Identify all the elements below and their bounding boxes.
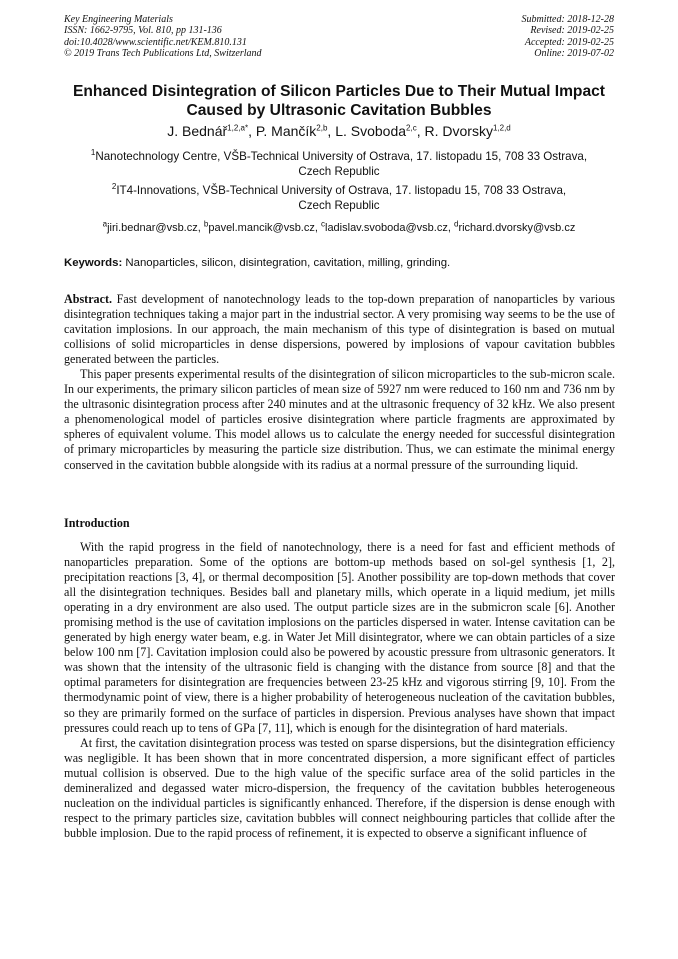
author-affiliation-mark: 2,b	[316, 123, 328, 133]
keywords-label: Keywords:	[64, 257, 123, 269]
abstract-paragraph-2: This paper presents experimental results of the disintegration of silicon microparticles to the sub-micron scale. In our experiments, the primary silicon particles of mean size of 5927 nm were reduced to 160 nm and 736 nm by the ultrasonic disintegration process after 240 minutes and at the ultrasonic frequency of 32 kHz. We also present a phenomenological model of particles erosive disintegration where particle fragments are approximated by spheres of equivalent volume. This model allows us to calculate the energy needed for successful disintegration of primary microparticles by measuring the particle size distribution. Thus, we can estimate the minimal energy conserved in the cavitation bubble alongside with its radius at a normal pressure of the surrounding liquid.	[64, 367, 615, 472]
affiliation-number: 1	[90, 148, 96, 158]
section-heading-introduction: Introduction	[64, 516, 130, 530]
affiliation-text: IT4-Innovations, VŠB-Technical University of Ostrava, 17. listopadu 15, 708 33 Ostrava,	[116, 184, 567, 197]
keywords-text: Nanoparticles, silicon, disintegration, cavitation, milling, grinding.	[122, 257, 451, 269]
author-name: L. Svoboda	[335, 123, 407, 139]
introduction-paragraph-2: At first, the cavitation disintegration process was tested on sparse dispersions, but the disintegration efficiency was negligible. It has been shown that in more concentrated dispersion, a more significant effect of particles mutual collision is observed. Due to the high value of the specific surface area of the solid particles in the demineralized and degassed water micro-dispersion, the frequency of the cavitation bubbles heterogeneous nucleation on the individual particles is significantly enhanced. Therefore, if the dispersion is dense enough with respect to the primary particles size, cavitation bubbles will connect neighbouring particles that collide after the bubble implosion. Due to the rapid process of refinement, it is expected to observe a significant influence of	[64, 735, 615, 840]
email-mark: c	[321, 219, 325, 229]
journal-doi: doi:10.4028/www.scientific.net/KEM.810.131	[64, 36, 247, 48]
journal-name: Key Engineering Materials	[64, 14, 173, 25]
submitted-date: Submitted: 2018-12-28	[521, 14, 614, 25]
email-link[interactable]: ladislav.svoboda@vsb.cz	[325, 222, 448, 234]
affiliation-2	[50, 184, 628, 213]
author-name: J. Bednář	[167, 123, 228, 139]
revised-date: Revised: 2019-02-25	[530, 25, 614, 37]
abstract-label: Abstract.	[64, 292, 113, 306]
author-emails: $^a$jiri.bednar@vsb.cz, $^b$pavel.mancik@vsb.cz, $^c$ladislav.svoboda@vsb.cz, $^d$richard.dvorsky@vsb.cz	[102, 219, 576, 234]
journal-header	[64, 14, 262, 59]
affiliation-country: Czech Republic	[298, 164, 380, 178]
author-affiliation-mark: 1,2,a*	[227, 123, 249, 133]
dates-header	[522, 14, 615, 59]
accepted-date: Accepted: 2019-02-25	[524, 36, 614, 48]
affiliation-text: Nanotechnology Centre, VŠB-Technical University of Ostrava, 17. listopadu 15, 708 33 Ostrava,	[95, 150, 588, 163]
affiliation-country: Czech Republic	[298, 198, 380, 212]
affiliation-number: 2	[111, 182, 117, 192]
author-name: P. Mančík	[255, 123, 317, 139]
author-affiliation-mark: 1,2,d	[492, 123, 511, 133]
introduction-paragraph-1: With the rapid progress in the field of nanotechnology, there is a need for fast and efficient methods of nanoparticles preparation. Some of the options are bottom-up methods based on sol-gel synthesis [1, 2], precipitation reactions [3, 4], or thermal decomposition [5]. Another possibility are top-down methods that cover all the disintegration techniques. Besides ball and planetary mills, which operate in a liquid medium, jet mills operating in a dry environment are also used. The output particle sizes are in the submicron scale [6]. Another promising method is the use of cavitation implosions on the particles dispersed in water. Intense cavitation can be generated by high energy water beam, e.g. in Water Jet Mill disintegrator, where we can obtain particles of a size below 100 nm [7]. Cavitation implosion could also be powered by acoustic pressure from ultrasonic generators. It was shown that the intensity of the ultrasonic field is changing with the distance from source [8] and that the optimal parameters for disintegration are frequencies between 23-25 kHz and vigorous stirring [9, 10]. From the thermodynamic point of view, there is a higher probability of heterogeneous nucleation of the cavitation bubbles, so they are primarily formed on the surface of particles in dispersion. Previous analyses have shown that impact pressures could reach up to tens of GPa [7, 11], which is enough for the disintegration of hard materials.	[64, 540, 615, 735]
email-mark: a	[102, 219, 108, 229]
email-link[interactable]: jiri.bednar@vsb.cz	[107, 222, 198, 234]
title-line-2: Caused by Ultrasonic Cavitation Bubbles	[186, 102, 492, 119]
title-line-1: Enhanced Disintegration of Silicon Particles Due to Their Mutual Impact	[73, 83, 605, 100]
email-link[interactable]: pavel.mancik@vsb.cz	[208, 222, 315, 234]
introduction-body	[64, 540, 615, 841]
author-name: R. Dvorsky	[424, 123, 493, 139]
affiliation-1	[50, 150, 628, 179]
email-mark: d	[453, 219, 459, 229]
online-date: Online: 2019-07-02	[534, 47, 614, 59]
abstract-paragraph-1: Fast development of nanotechnology leads to the top-down preparation of nanoparticles by various disintegration techniques taking a major part in the industrial sector. A very promising way seems to be the use of cavitation implosions. In our approach, the main mechanism of this type of disintegration is based on mutual collisions of solid microparticles in dense dispersions, powered by implosions of vapour cavitation bubbles generated between the particles.	[64, 292, 615, 367]
keywords	[64, 256, 624, 270]
email-link[interactable]: richard.dvorsky@vsb.cz	[458, 222, 576, 234]
journal-issn: ISSN: 1662-9795, Vol. 810, pp 131-136	[64, 25, 222, 37]
author-list: J. Bednář$^{1,2,a*}$, P. Mančík$^{2,b}$, L. Svoboda$^{2,c}$, R. Dvorsky$^{1,2,d}$	[167, 123, 511, 139]
email-mark: b	[203, 219, 209, 229]
journal-copyright: © 2019 Trans Tech Publications Ltd, Switzerland	[64, 47, 262, 59]
author-affiliation-mark: 2,c	[406, 123, 417, 133]
abstract	[64, 292, 615, 473]
paper-title	[44, 82, 634, 120]
